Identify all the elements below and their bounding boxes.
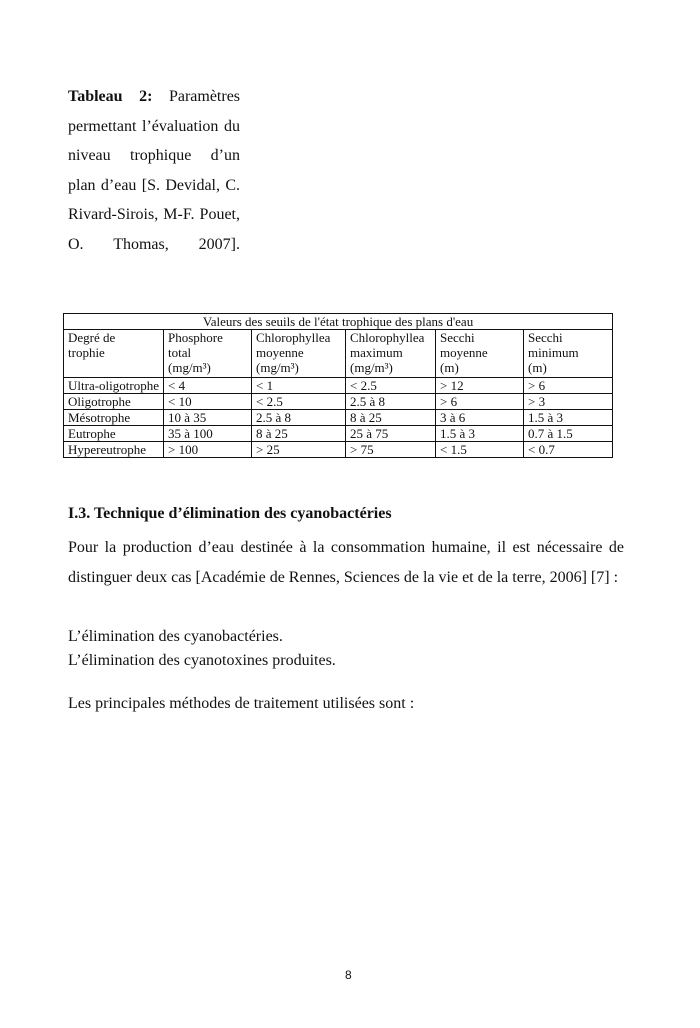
table-row xyxy=(64,442,613,458)
table-caption xyxy=(68,82,240,259)
table-cell: 2.5 à 8 xyxy=(252,410,346,426)
table-row xyxy=(64,394,613,410)
header-line: maximum xyxy=(350,345,403,360)
table-cell: < 1 xyxy=(252,378,346,394)
table-cell: > 75 xyxy=(346,442,436,458)
table-cell: 10 à 35 xyxy=(164,410,252,426)
table-cell: 25 à 75 xyxy=(346,426,436,442)
table-title: Valeurs des seuils de l'état trophique des plans d'eau xyxy=(64,314,613,330)
header-line: moyenne xyxy=(440,345,488,360)
header-line: (mg/m³) xyxy=(350,360,393,375)
table-cell: < 10 xyxy=(164,394,252,410)
table-cell: 1.5 à 3 xyxy=(524,410,613,426)
table-cell: 1.5 à 3 xyxy=(436,426,524,442)
table-cell: > 25 xyxy=(252,442,346,458)
table-cell: < 2.5 xyxy=(252,394,346,410)
trophic-table xyxy=(63,313,613,458)
header-line: Degré de xyxy=(68,330,116,345)
table-row xyxy=(64,410,613,426)
header-cell xyxy=(346,330,436,378)
caption-text: Paramètres permettant l’évaluation du niveau trophique d’un plan d’eau [S. Devidal, C. Rivard-Sirois, M-F. Pouet, O. Thomas, 2007]. xyxy=(68,88,241,253)
table-cell: < 0.7 xyxy=(524,442,613,458)
table-cell: > 6 xyxy=(436,394,524,410)
table-cell: 8 à 25 xyxy=(346,410,436,426)
table-cell: Hypereutrophe xyxy=(64,442,164,458)
header-cell xyxy=(64,330,164,378)
header-line: Chlorophyllea xyxy=(350,330,425,345)
table-cell: < 4 xyxy=(164,378,252,394)
header-line: total xyxy=(168,345,192,360)
table-cell: > 100 xyxy=(164,442,252,458)
header-line: (mg/m³) xyxy=(168,360,211,375)
header-cell xyxy=(436,330,524,378)
paragraph: Les principales méthodes de traitement utilisées sont : xyxy=(68,695,415,712)
table-cell: Eutrophe xyxy=(64,426,164,442)
header-line: Phosphore xyxy=(168,330,223,345)
table-cell: 0.7 à 1.5 xyxy=(524,426,613,442)
table-cell: < 1.5 xyxy=(436,442,524,458)
list-item: L’élimination des cyanobactéries. xyxy=(68,628,283,645)
table-cell: < 2.5 xyxy=(346,378,436,394)
header-line: minimum xyxy=(528,345,579,360)
header-line: trophie xyxy=(68,345,105,360)
table-header-row xyxy=(64,330,613,378)
table-cell: 2.5 à 8 xyxy=(346,394,436,410)
table-cell: Oligotrophe xyxy=(64,394,164,410)
table-cell: 35 à 100 xyxy=(164,426,252,442)
table-cell: > 3 xyxy=(524,394,613,410)
table-cell: > 6 xyxy=(524,378,613,394)
paragraph: Pour la production d’eau destinée à la consommation humaine, il est nécessaire de distinguer deux cas [Académie de Rennes, Sciences de la vie et de la terre, 2006] [7] : xyxy=(68,539,624,586)
header-line: Secchi xyxy=(440,330,475,345)
header-line: (m) xyxy=(528,360,547,375)
header-line: (mg/m³) xyxy=(256,360,299,375)
table-row xyxy=(64,378,613,394)
header-cell xyxy=(524,330,613,378)
table-cell: > 12 xyxy=(436,378,524,394)
list-item: L’élimination des cyanotoxines produites. xyxy=(68,652,336,669)
table-row xyxy=(64,426,613,442)
table-cell: Ultra-oligotrophe xyxy=(64,378,164,394)
table-cell: 8 à 25 xyxy=(252,426,346,442)
header-line: moyenne xyxy=(256,345,304,360)
page-number: 8 xyxy=(345,968,352,982)
header-line: Secchi xyxy=(528,330,563,345)
caption-label: Tableau 2: xyxy=(68,88,153,105)
section-heading: I.3. Technique d’élimination des cyanobactéries xyxy=(68,505,392,522)
header-line: Chlorophyllea xyxy=(256,330,331,345)
table-cell: 3 à 6 xyxy=(436,410,524,426)
header-cell xyxy=(164,330,252,378)
table-cell: Mésotrophe xyxy=(64,410,164,426)
header-cell xyxy=(252,330,346,378)
header-line: (m) xyxy=(440,360,459,375)
